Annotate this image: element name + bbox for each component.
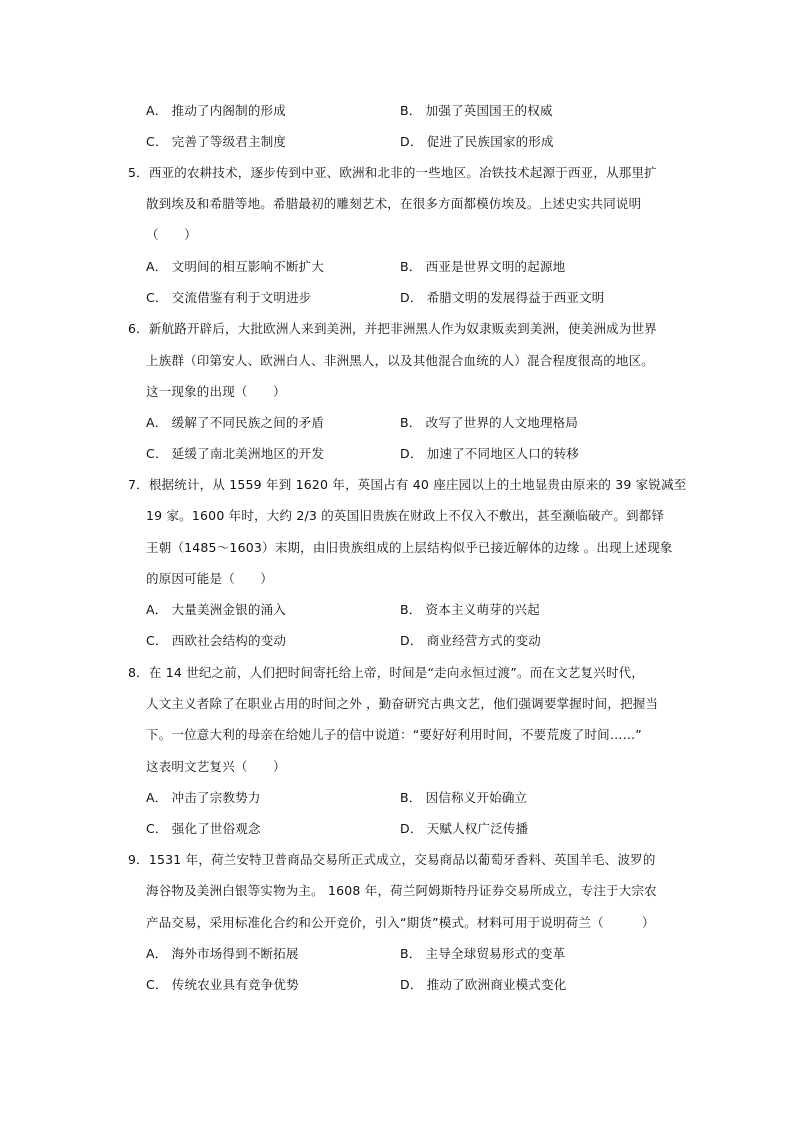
q8-option-d[interactable]: D． 天赋人权广泛传播	[400, 821, 529, 836]
q7-stem-line-1: 7．根据统计，从 1559 年到 1620 年，英国占有 40 座庄园以上的土地显贵由原来的 39 家锐减至	[128, 477, 687, 492]
q5-stem-line-1: 5．西亚的农耕技术，逐步传到中亚、欧洲和北非的一些地区。冶铁技术起源于西亚，从那里扩	[128, 165, 657, 180]
q5-stem-line-3: （ ）	[146, 227, 197, 242]
q9-stem-line-3: 产品交易，采用标准化合约和公开竞价，引入“期货”模式。材料可用于说明荷兰（ ）	[146, 915, 655, 930]
q6-stem-line-3: 这一现象的出现（ ）	[146, 384, 286, 399]
q6-stem-line-2: 上族群（印第安人、欧洲白人、非洲黑人，以及其他混合血统的人）混合程度很高的地区。	[146, 353, 655, 368]
q6-option-c[interactable]: C． 延缓了南北美洲地区的开发	[146, 446, 325, 461]
q6-option-d[interactable]: D． 加速了不同地区人口的转移	[400, 446, 580, 461]
q7-option-b[interactable]: B． 资本主义萌芽的兴起	[400, 602, 540, 617]
q8-stem-line-1: 8．在 14 世纪之前，人们把时间寄托给上帝，时间是“走向永恒过渡”。而在文艺复兴时代，	[128, 665, 645, 680]
q8-option-b[interactable]: B． 因信称义开始确立	[400, 790, 528, 805]
q7-option-a[interactable]: A． 大量美洲金银的涌入	[146, 602, 286, 617]
q7-stem-line-2: 19 家。1600 年时，大约 2/3 的英国旧贵族在财政上不仅入不敷出，甚至濒临破产。到都铎	[146, 508, 665, 523]
q9-option-c[interactable]: C． 传统农业具有竞争优势	[146, 977, 299, 992]
q5-option-a[interactable]: A． 文明间的相互影响不断扩大	[146, 259, 325, 274]
q8-stem-line-3: 下。一位意大利的母亲在给她儿子的信中说道：“要好好利用时间，不要荒废了时间……”	[146, 727, 642, 742]
q8-stem-line-2: 人文主义者除了在职业占用的时间之外 ，勤奋研究古典文艺，他们强调要掌握时间，把握当	[146, 696, 659, 711]
q9-option-b[interactable]: B． 主导全球贸易形式的变革	[400, 946, 566, 961]
q7-stem-line-3: 王朝（1485～1603）末期，由旧贵族组成的上层结构似乎已接近解体的边缘 。出现上述现象	[146, 540, 673, 555]
q9-option-d[interactable]: D． 推动了欧洲商业模式变化	[400, 977, 567, 992]
q6-stem-line-1: 6．新航路开辟后，大批欧洲人来到美洲，并把非洲黑人作为奴隶贩卖到美洲，使美洲成为世界	[128, 321, 657, 336]
q4-option-b[interactable]: B． 加强了英国国王的权威	[400, 103, 553, 118]
q7-stem-line-4: 的原因可能是（ ）	[146, 571, 274, 586]
q5-stem-line-2: 散到埃及和希腊等地。希腊最初的雕刻艺术，在很多方面都模仿埃及。上述史实共同说明	[146, 196, 642, 211]
q4-option-c[interactable]: C． 完善了等级君主制度	[146, 134, 287, 149]
q6-option-a[interactable]: A． 缓解了不同民族之间的矛盾	[146, 415, 325, 430]
q4-option-d[interactable]: D． 促进了民族国家的形成	[400, 134, 554, 149]
q9-stem-line-1: 9．1531 年，荷兰安特卫普商品交易所正式成立，交易商品以葡萄牙香料、英国羊毛、波罗的	[128, 852, 656, 867]
q4-option-a[interactable]: A． 推动了内阁制的形成	[146, 103, 286, 118]
q7-option-d[interactable]: D． 商业经营方式的变动	[400, 633, 541, 648]
q8-stem-line-4: 这表明文艺复兴（ ）	[146, 759, 286, 774]
q8-option-a[interactable]: A． 冲击了宗教势力	[146, 790, 261, 805]
q8-option-c[interactable]: C． 强化了世俗观念	[146, 821, 261, 836]
q9-option-a[interactable]: A． 海外市场得到不断拓展	[146, 946, 299, 961]
q6-option-b[interactable]: B． 改写了世界的人文地理格局	[400, 415, 579, 430]
q9-stem-line-2: 海谷物及美洲白银等实物为主。 1608 年，荷兰阿姆斯特丹证券交易所成立，专注于大宗农	[146, 883, 657, 898]
q7-option-c[interactable]: C． 西欧社会结构的变动	[146, 633, 287, 648]
q5-option-c[interactable]: C． 交流借鉴有利于文明进步	[146, 290, 312, 305]
q5-option-d[interactable]: D． 希腊文明的发展得益于西亚文明	[400, 290, 605, 305]
q5-option-b[interactable]: B． 西亚是世界文明的起源地	[400, 259, 566, 274]
